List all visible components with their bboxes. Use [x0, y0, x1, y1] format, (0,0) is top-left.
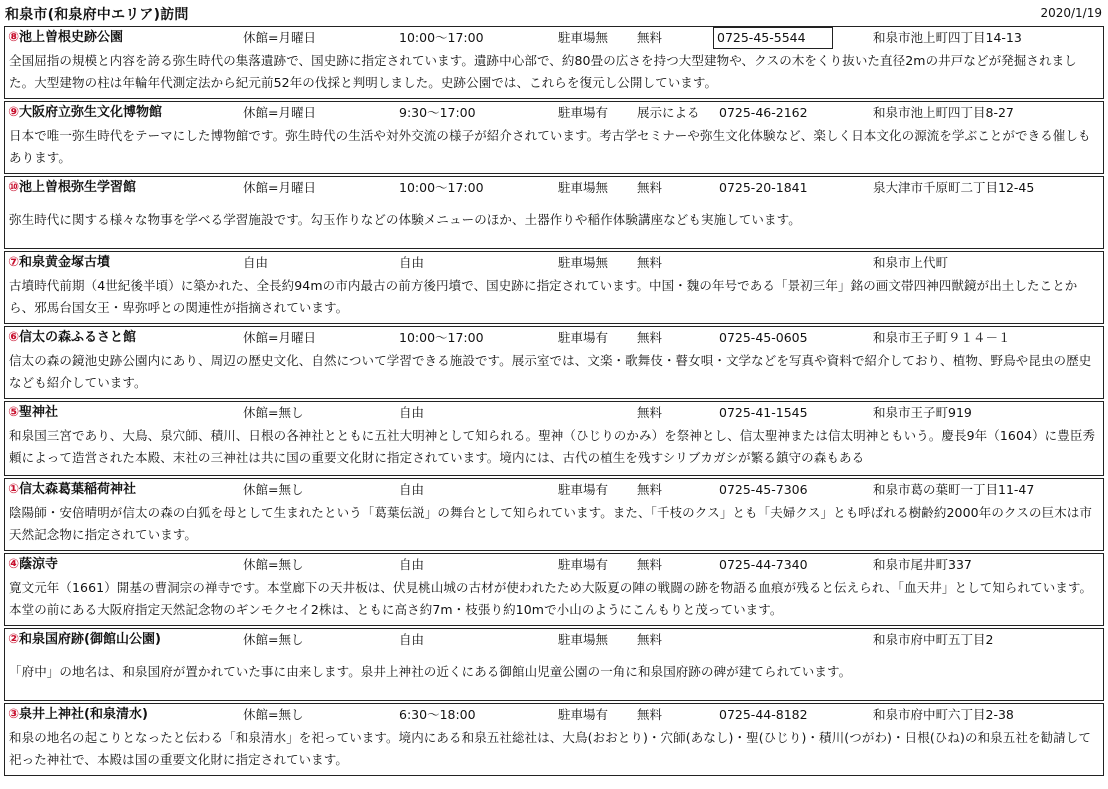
facility-name: [8, 102, 162, 124]
address: 和泉市府中町六丁目2-38: [873, 707, 1014, 722]
facility-name-text: 池上曽根弥生学習館: [19, 180, 137, 195]
facility-number: ⑥: [8, 330, 20, 345]
facility-name: [8, 177, 136, 199]
parking-info: 駐車場有: [558, 707, 609, 722]
opening-hours: 10:00～17:00: [399, 180, 484, 195]
parking-info: 駐車場有: [558, 105, 609, 120]
facility-entry-yayoi-museum: [4, 101, 1104, 174]
closed-day: 休館=月曜日: [243, 330, 316, 345]
admission-fee: 無料: [637, 30, 663, 45]
page-title: 和泉市(和泉府中エリア)訪問: [5, 7, 189, 23]
opening-hours: 自由: [399, 632, 425, 647]
facility-description: 信太の森の鏡池史跡公園内にあり、周辺の歴史文化、自然について学習できる施設です。展示室では、文楽・歌舞伎・瞽女唄・文学などを写真や資料で紹介しており、植物、野鳥や昆虫の歴史なども紹介しています。: [9, 353, 1092, 390]
facility-header: [5, 27, 1103, 49]
facility-description: 「府中」の地名は、和泉国府が置かれていた事に由来します。泉井上神社の近くにある御館山児童公園の一角に和泉国府跡の碑が建てられています。: [9, 664, 852, 679]
facility-description: 日本で唯一弥生時代をテーマにした博物館です。弥生時代の生活や対外交流の様子が紹介されています。考古学セミナーや弥生文化体験など、楽しく日本文化の源流を学ぶことができる催しもあります。: [9, 128, 1091, 165]
facility-header: [5, 554, 1103, 576]
facility-list: [4, 26, 1104, 778]
phone-number: 0725-45-5544: [713, 27, 833, 49]
facility-name: [8, 629, 161, 651]
facility-entry-inryoji-temple: [4, 553, 1104, 626]
closed-day: 自由: [243, 255, 269, 270]
facility-number: ⑤: [8, 405, 20, 420]
facility-description: 全国屈指の規模と内容を誇る弥生時代の集落遺跡で、国史跡に指定されています。遺跡中心部で、約80畳の広さを持つ大型建物や、クスの木をくり抜いた直径2mの井戸などが発掘されました。大型建物の柱は年輪年代測定法から紀元前52年の伐採と判明しました。史跡公園では、これらを復元し公開しています。: [9, 53, 1077, 90]
facility-header: [5, 479, 1103, 501]
phone-number: 0725-45-0605: [719, 330, 808, 345]
facility-description: 和泉国三宮であり、大鳥、泉穴師、積川、日根の各神社とともに五社大明神として知られる。聖神（ひじりのかみ）を祭神とし、信太聖神または信太明神ともいう。慶長9年（1604）に豊臣秀頼によって造営された本殿、末社の三神社は共に国の重要文化財に指定されています。境内には、古代の植生を残すシリブカガシが繁る鎮守の森もある: [9, 428, 1096, 465]
admission-fee: 無料: [637, 255, 663, 270]
facility-number: ③: [8, 707, 20, 722]
facility-name-text: 大阪府立弥生文化博物館: [19, 105, 163, 120]
document-date: 2020/1/19: [1040, 6, 1102, 20]
facility-description: 和泉の地名の起こりとなったと伝わる「和泉清水」を祀っています。境内にある和泉五社総社は、大鳥(おおとり)・穴師(あなし)・聖(ひじり)・積川(つがわ)・日根(ひね)の和泉五社を勧請して祀った神社で、本殿は国の重要文化財に指定されています。: [9, 730, 1091, 767]
admission-fee: 無料: [637, 482, 663, 497]
phone-number: 0725-46-2162: [719, 105, 808, 120]
address: 和泉市上代町: [873, 255, 949, 270]
opening-hours: 10:00～17:00: [399, 30, 484, 45]
admission-fee: 無料: [637, 632, 663, 647]
closed-day: 休館=無し: [243, 405, 304, 420]
parking-info: 駐車場無: [558, 180, 609, 195]
facility-name-text: 聖神社: [19, 405, 59, 420]
facility-header: [5, 177, 1103, 199]
admission-fee: 無料: [637, 405, 663, 420]
facility-name-text: 和泉黄金塚古墳: [19, 255, 111, 270]
facility-description: 陰陽師・安倍晴明が信太の森の白狐を母として生まれたという「葛葉伝説」の舞台として知られています。また、「千枝のクス」とも「夫婦クス」とも呼ばれる樹齢約2000年のクスの巨木は市天然記念物に指定されています。: [9, 505, 1092, 542]
facility-description: 弥生時代に関する様々な物事を学べる学習施設です。勾玉作りなどの体験メニューのほか、土器作りや稲作体験講座なども実施しています。: [9, 212, 801, 227]
opening-hours: 自由: [399, 405, 425, 420]
opening-hours: 自由: [399, 482, 425, 497]
facility-number: ④: [8, 557, 20, 572]
phone-number: 0725-41-1545: [719, 405, 808, 420]
opening-hours: 自由: [399, 557, 425, 572]
facility-entry-yayoi-learning-center: [4, 176, 1104, 249]
facility-number: ②: [8, 632, 20, 647]
parking-info: 駐車場有: [558, 330, 609, 345]
facility-name: [8, 402, 58, 424]
address: 和泉市府中町五丁目2: [873, 632, 994, 647]
facility-number: ⑧: [8, 30, 20, 45]
closed-day: 休館=無し: [243, 707, 304, 722]
admission-fee: 展示による: [637, 105, 700, 120]
facility-number: ⑩: [8, 180, 20, 195]
facility-entry-ikegami-sone-park: [4, 26, 1104, 99]
parking-info: 駐車場有: [558, 482, 609, 497]
facility-entry-izumi-kokufu-ruins: [4, 628, 1104, 701]
facility-name: [8, 554, 58, 576]
phone-number: 0725-44-8182: [719, 707, 808, 722]
address: 和泉市池上町四丁目14-13: [873, 30, 1022, 45]
closed-day: 休館=月曜日: [243, 105, 316, 120]
facility-name-text: 蔭涼寺: [19, 557, 59, 572]
admission-fee: 無料: [637, 330, 663, 345]
opening-hours: 6:30～18:00: [399, 707, 476, 722]
facility-header: [5, 704, 1103, 726]
facility-name-text: 池上曽根史跡公園: [19, 30, 124, 45]
closed-day: 休館=無し: [243, 632, 304, 647]
address: 泉大津市千原町二丁目12-45: [873, 180, 1035, 195]
facility-name: [8, 327, 136, 349]
address: 和泉市王子町９１４－１: [873, 330, 1011, 345]
facility-header: [5, 102, 1103, 124]
closed-day: 休館=無し: [243, 482, 304, 497]
facility-description: 寛文元年（1661）開基の曹洞宗の禅寺です。本堂廊下の天井板は、伏見桃山城の古材が使われたため大阪夏の陣の戦闘の跡を物語る血痕が残ると伝えられ、「血天井」として知られています。本堂の前にある大阪府指定天然記念物のギンモクセイ2株は、ともに高さ約7m・枝張り約10mで小山のようにこんもりと茂っています。: [9, 580, 1093, 617]
facility-entry-hijiri-shrine: [4, 401, 1104, 476]
facility-name: [8, 252, 110, 274]
parking-info: 駐車場有: [558, 557, 609, 572]
facility-entry-izumi-inoue-shrine: [4, 703, 1104, 776]
facility-name-text: 和泉国府跡(御館山公園): [19, 632, 161, 647]
opening-hours: 自由: [399, 255, 425, 270]
phone-number: 0725-45-7306: [719, 482, 808, 497]
parking-info: 駐車場無: [558, 255, 609, 270]
facility-header: [5, 252, 1103, 274]
phone-number: 0725-20-1841: [719, 180, 808, 195]
address: 和泉市王子町919: [873, 405, 972, 420]
facility-name: [8, 479, 136, 501]
admission-fee: 無料: [637, 557, 663, 572]
parking-info: 駐車場無: [558, 632, 609, 647]
facility-number: ⑦: [8, 255, 20, 270]
facility-description: 古墳時代前期（4世紀後半頃）に築かれた、全長約94mの市内最古の前方後円墳で、国史跡に指定されています。中国・魏の年号である「景初三年」銘の画文帯四神四獣鏡が出土したことから、邪馬台国女王・卑弥呼との関連性が指摘されています。: [9, 278, 1078, 315]
facility-entry-shinoda-furusato-kan: [4, 326, 1104, 399]
address: 和泉市尾井町337: [873, 557, 972, 572]
facility-header: [5, 629, 1103, 651]
facility-name: [8, 704, 148, 726]
facility-name: [8, 27, 123, 49]
opening-hours: 10:00～17:00: [399, 330, 484, 345]
facility-number: ①: [8, 482, 20, 497]
facility-entry-koganezuka-kofun: [4, 251, 1104, 324]
facility-header: [5, 402, 1103, 424]
facility-header: [5, 327, 1103, 349]
opening-hours: 9:30～17:00: [399, 105, 476, 120]
facility-name-text: 信太の森ふるさと館: [19, 330, 137, 345]
closed-day: 休館=月曜日: [243, 180, 316, 195]
facility-number: ⑨: [8, 105, 20, 120]
admission-fee: 無料: [637, 707, 663, 722]
facility-name-text: 信太森葛葉稲荷神社: [19, 482, 137, 497]
facility-entry-kuzunoha-inari-shrine: [4, 478, 1104, 551]
address: 和泉市池上町四丁目8-27: [873, 105, 1014, 120]
closed-day: 休館=月曜日: [243, 30, 316, 45]
admission-fee: 無料: [637, 180, 663, 195]
phone-number: 0725-44-7340: [719, 557, 808, 572]
facility-name-text: 泉井上神社(和泉清水): [19, 707, 148, 722]
closed-day: 休館=無し: [243, 557, 304, 572]
address: 和泉市葛の葉町一丁目11-47: [873, 482, 1035, 497]
parking-info: 駐車場無: [558, 30, 609, 45]
